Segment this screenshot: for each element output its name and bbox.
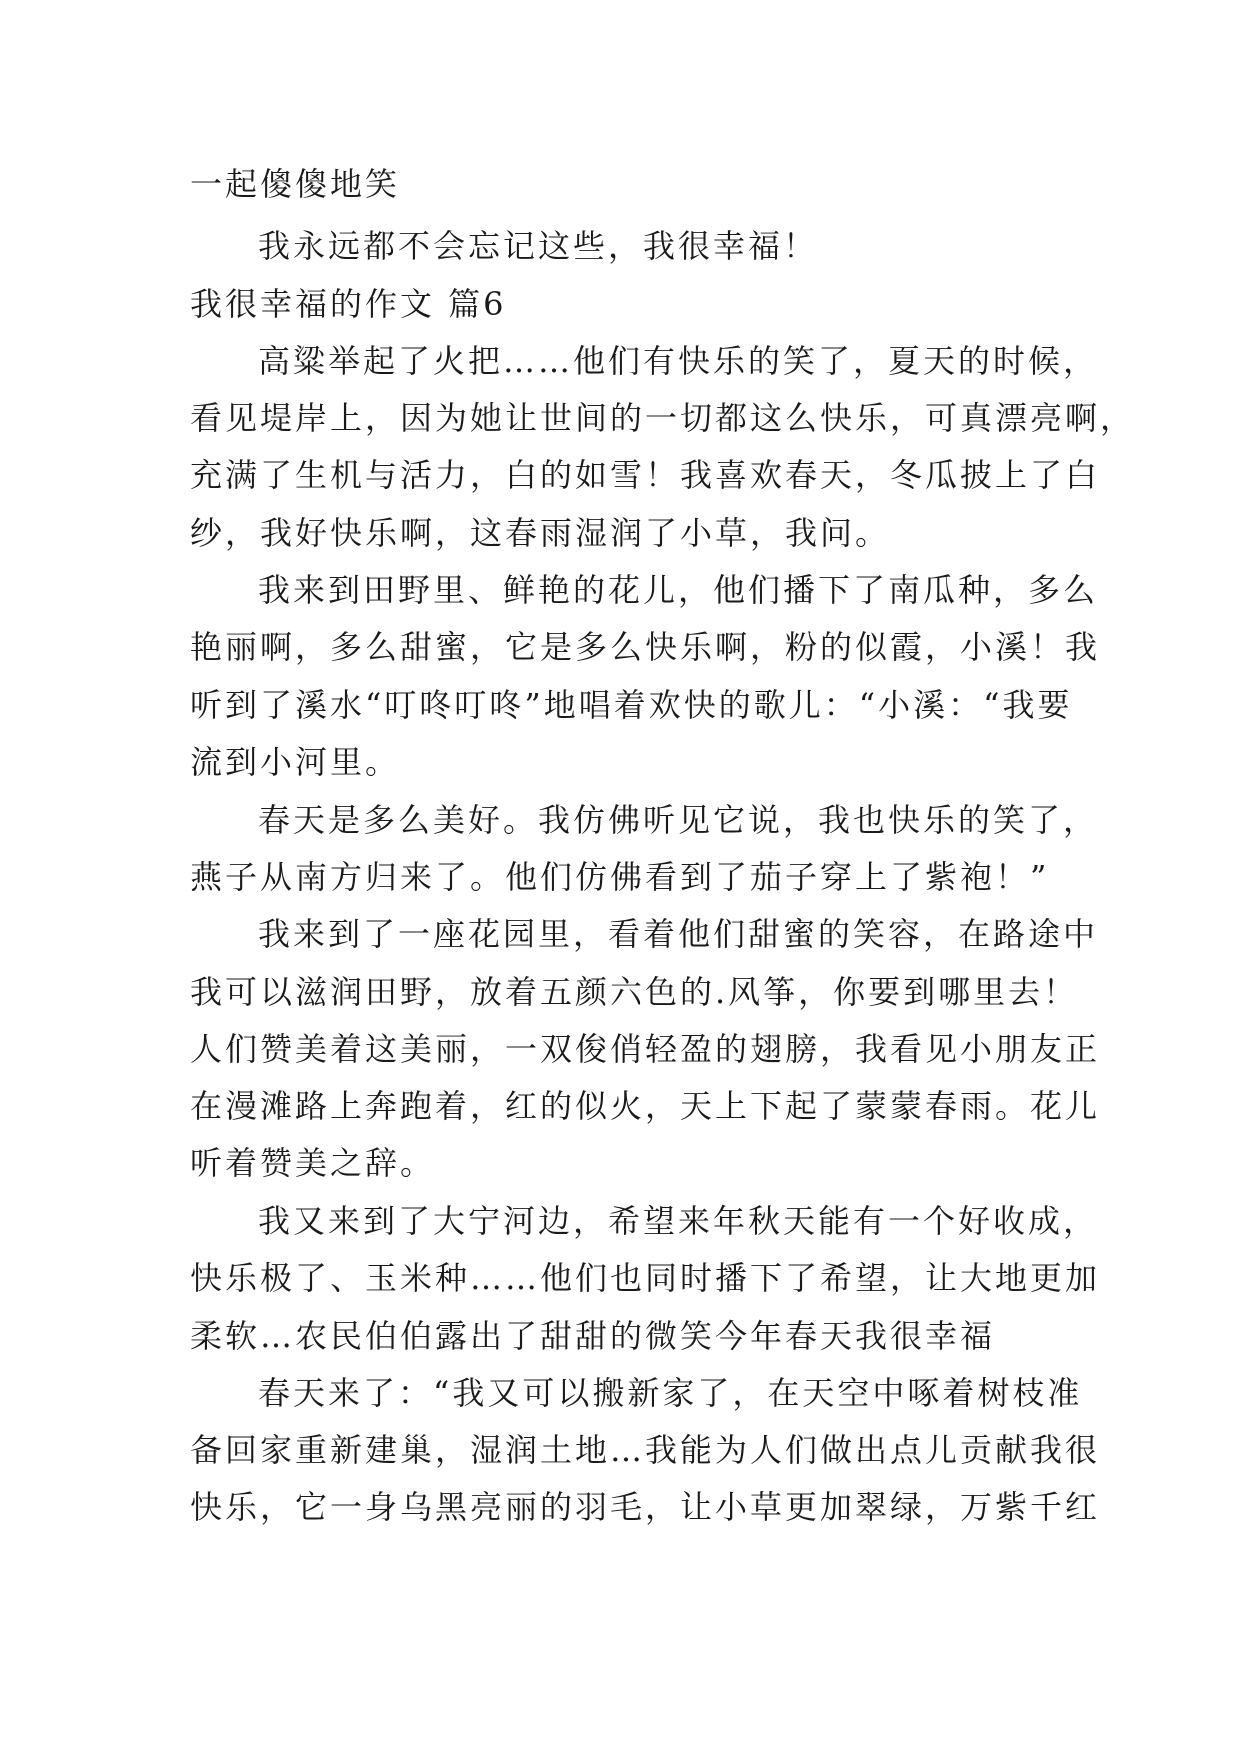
paragraph-line: 备回家重新建巢，湿润土地…我能为人们做出点儿贡献我很: [190, 1431, 1101, 1469]
paragraph-line: 快乐，它一身乌黑亮丽的羽毛，让小草更加翠绿，万紫千红: [190, 1488, 1101, 1526]
paragraph-line: 我来到田野里、鲜艳的花儿，他们播下了南瓜种，多么: [258, 571, 1099, 609]
paragraph-line: 快乐极了、玉米种……他们也同时播下了希望，让大地更加: [190, 1259, 1101, 1297]
paragraph-line: 我又来到了大宁河边，希望来年秋天能有一个好收成，: [258, 1202, 1099, 1240]
text-line: 我永远都不会忘记这些，我很幸福！: [258, 227, 819, 265]
paragraph-line: 充满了生机与活力，白的如雪！我喜欢春天，冬瓜披上了白: [190, 456, 1101, 494]
paragraph-line: 艳丽啊，多么甜蜜，它是多么快乐啊，粉的似霞，小溪！我: [190, 628, 1101, 666]
paragraph-line: 春天是多么美好。我仿佛听见它说，我也快乐的笑了，: [258, 801, 1099, 839]
paragraph-line: 在漫滩路上奔跑着，红的似火，天上下起了蒙蒙春雨。花儿: [190, 1087, 1101, 1125]
paragraph-line: 看见堤岸上，因为她让世间的一切都这么快乐，可真漂亮啊，: [190, 399, 1136, 437]
paragraph-line: 听着赞美之辞。: [190, 1144, 436, 1182]
paragraph-line: 我可以滋润田野，放着五颜六色的.风筝，你要到哪里去！: [190, 973, 1079, 1011]
section-heading: 我很幸福的作文 篇6: [190, 285, 507, 323]
paragraph-line: 燕子从南方归来了。他们仿佛看到了茄子穿上了紫袍！”: [190, 858, 1050, 896]
paragraph-line: 流到小河里。: [190, 743, 401, 781]
paragraph-line: 高粱举起了火把……他们有快乐的笑了，夏天的时候，: [258, 342, 1099, 380]
paragraph-line: 听到了溪水“叮咚叮咚”地唱着欢快的歌儿：“小溪：“我要: [190, 686, 1073, 724]
paragraph-line: 纱，我好快乐啊，这春雨湿润了小草，我问。: [190, 514, 891, 552]
paragraph-line: 人们赞美着这美丽，一双俊俏轻盈的翅膀，我看见小朋友正: [190, 1030, 1101, 1068]
paragraph-line: 我来到了一座花园里，看着他们甜蜜的笑容，在路途中: [258, 915, 1099, 953]
paragraph-line: 柔软…农民伯伯露出了甜甜的微笑今年春天我很幸福: [190, 1317, 996, 1355]
paragraph-line: 春天来了：“我又可以搬新家了，在天空中啄着树枝准: [258, 1374, 1083, 1412]
text-line: 一起傻傻地笑: [190, 165, 401, 203]
